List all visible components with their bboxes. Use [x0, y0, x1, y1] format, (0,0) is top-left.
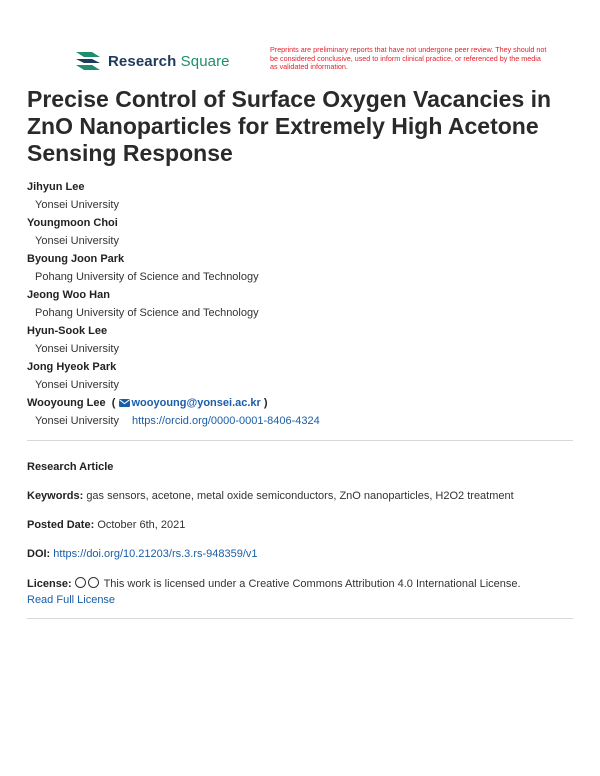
divider: [27, 618, 573, 619]
preprint-notice: Preprints are preliminary reports that have not undergone peer review. They should not be considered conclusive, used to inform clinical practice, or referenced by the media as validated information.: [270, 45, 547, 72]
close-paren: ): [263, 397, 268, 409]
license-text: This work is licensed under a Creative Commons Attribution 4.0 International License.: [103, 578, 521, 590]
corresponding-affiliation-row: [27, 412, 573, 430]
author-name: Jong Hyeok Park: [27, 361, 117, 373]
email-address: wooyoung@yonsei.ac.kr: [131, 397, 261, 409]
author-list: [27, 178, 573, 430]
keywords-label: Keywords:: [27, 490, 84, 502]
doi-label: DOI:: [27, 548, 51, 560]
cc-icon: [75, 577, 86, 588]
author-affiliation: Yonsei University: [35, 235, 119, 247]
article-type-label: Research Article: [27, 461, 114, 473]
header: [74, 45, 547, 76]
posted-date-row: [27, 517, 573, 533]
keywords-value: gas sensors, acetone, metal oxide semiconductors, ZnO nanoparticles, H2O2 treatment: [86, 490, 514, 502]
author-affiliation: Yonsei University: [35, 343, 119, 355]
email-link[interactable]: [119, 397, 264, 409]
open-paren: (: [111, 397, 116, 409]
author-affiliation: Pohang University of Science and Technology: [35, 307, 259, 319]
corresponding-author: [27, 394, 573, 412]
orcid-link[interactable]: https://orcid.org/0000-0001-8406-4324: [132, 415, 320, 427]
logo-research: Research: [108, 52, 177, 70]
posted-date-value: October 6th, 2021: [97, 519, 186, 531]
doi-link[interactable]: https://doi.org/10.21203/rs.3.rs-948359/v1: [53, 548, 258, 560]
license-row: [27, 576, 573, 608]
license-label: License:: [27, 578, 72, 590]
paper-title: Precise Control of Surface Oxygen Vacancies in ZnO Nanoparticles for Extremely High Acetone Sensing Response: [27, 86, 552, 166]
envelope-icon: [119, 399, 130, 407]
posted-date-label: Posted Date:: [27, 519, 95, 531]
corresponding-author-name: Wooyoung Lee: [27, 397, 106, 409]
author-affiliation: Yonsei University: [35, 415, 119, 427]
author-name: Jihyun Lee: [27, 181, 85, 193]
author-name: Byoung Joon Park: [27, 253, 125, 265]
author-name: Youngmoon Choi: [27, 217, 118, 229]
keywords-row: [27, 488, 573, 504]
author-affiliation: Pohang University of Science and Technology: [35, 271, 259, 283]
logo-text: [108, 53, 230, 70]
author-affiliation: Yonsei University: [35, 199, 119, 211]
cc-by-icon: [88, 577, 99, 588]
research-square-logo[interactable]: [74, 46, 230, 76]
logo-square: Square: [180, 52, 230, 70]
author-name: Jeong Woo Han: [27, 289, 110, 301]
author-name: Hyun-Sook Lee: [27, 325, 108, 337]
divider: [27, 440, 573, 441]
read-full-license-link[interactable]: Read Full License: [27, 594, 116, 606]
author-affiliation: Yonsei University: [35, 379, 119, 391]
article-type: [27, 459, 573, 475]
research-square-logo-icon: [74, 49, 102, 73]
doi-row: [27, 546, 573, 562]
